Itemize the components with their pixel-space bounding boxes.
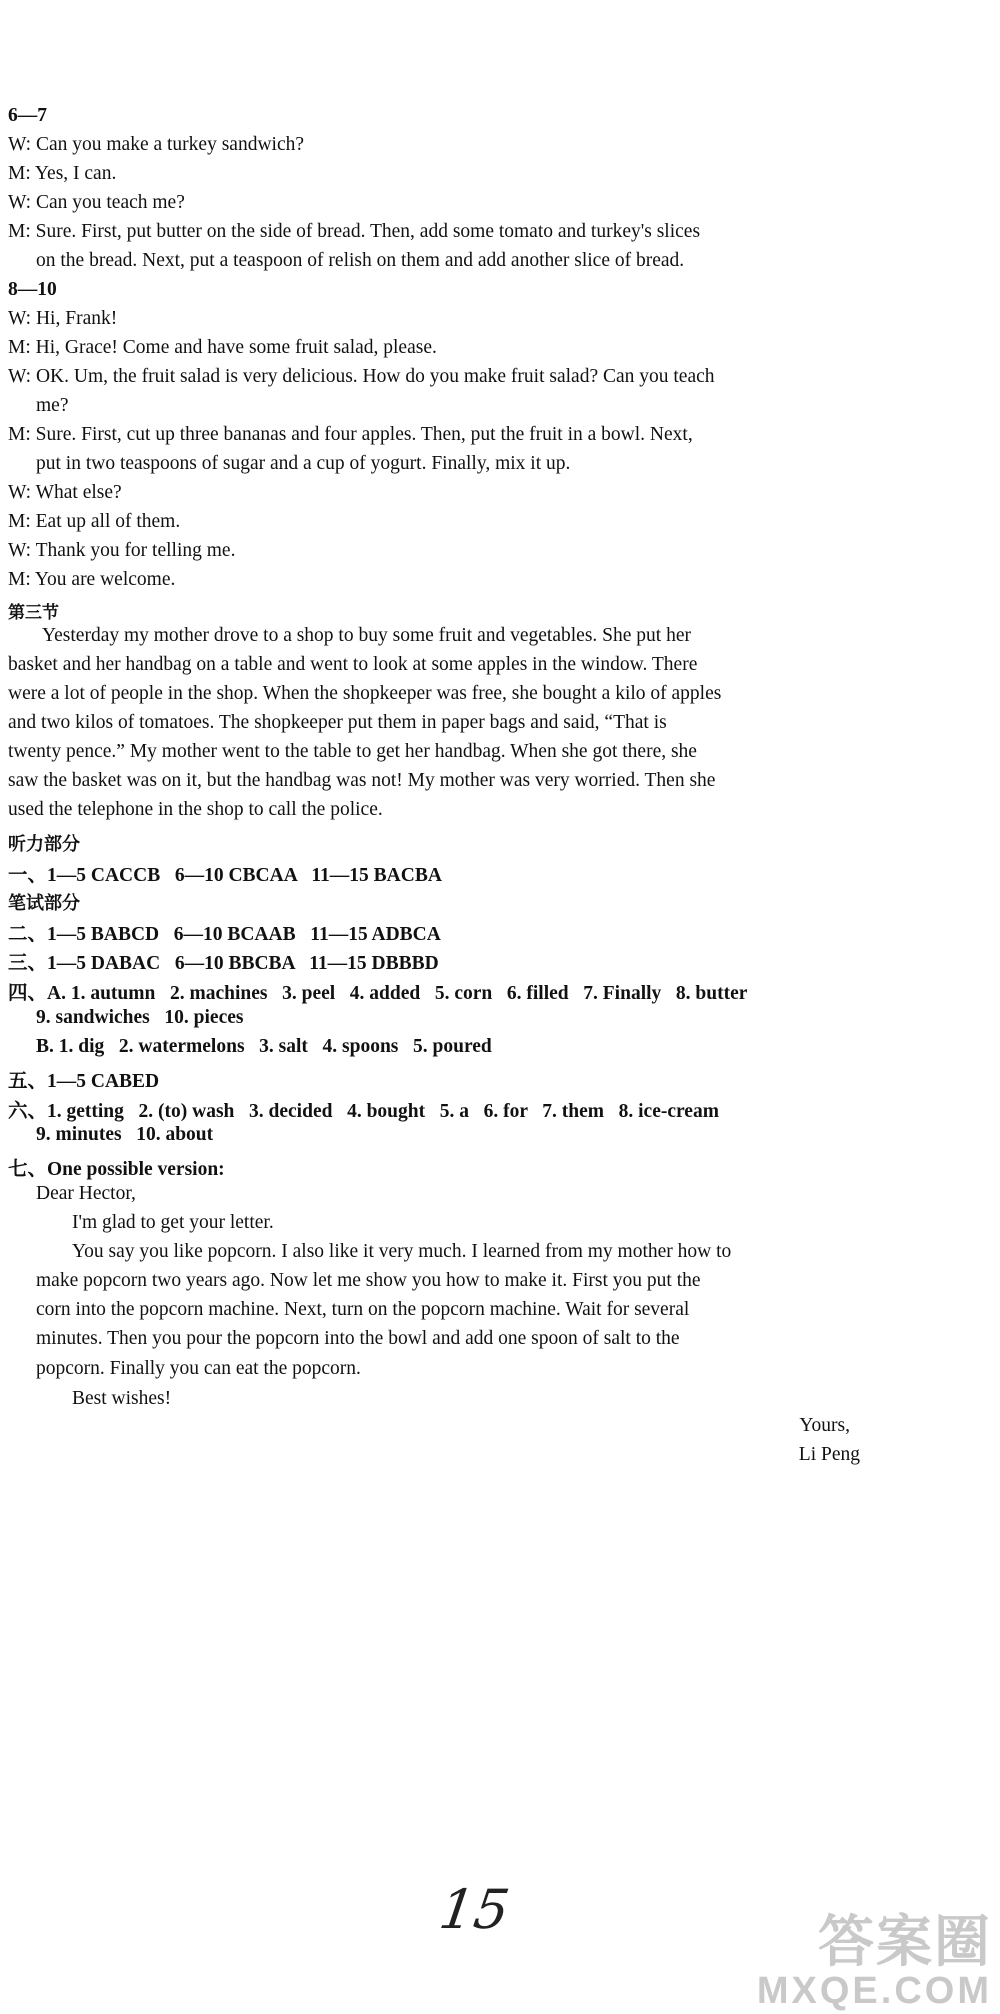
letter-signature: Li Peng [798,1444,860,1465]
dialogue-line: M: Sure. First, cut up three bananas and four apples. Then, put the fruit in a bowl. Next, [8,424,693,445]
dialogue-line: put in two teaspoons of sugar and a cup of yogurt. Finally, mix it up. [36,453,571,474]
answer-line: B. 1. dig 2. watermelons 3. salt 4. spoons 5. poured [36,1036,492,1057]
watermark-logo-text: 答案圈 [818,1910,992,1974]
dialogue-line: M: Yes, I can. [8,163,117,184]
passage-line: used the telephone in the shop to call the police. [8,799,383,820]
letter-line: popcorn. Finally you can eat the popcorn. [36,1358,361,1379]
dialogue-line: M: Hi, Grace! Come and have some fruit salad, please. [8,337,437,358]
written-heading: 笔试部分 [8,893,80,914]
dialogue-line: on the bread. Next, put a teaspoon of relish on them and add another slice of bread. [36,250,685,271]
passage-line: saw the basket was on it, but the handbag was not! My mother was very worried. Then she [8,770,716,791]
passage-line: twenty pence.” My mother went to the table to get her handbag. When she got there, she [8,741,697,762]
page-number: 15 [435,1878,514,1941]
passage-line: and two kilos of tomatoes. The shopkeeper put them in paper bags and said, “That is [8,712,667,733]
passage-line: Yesterday my mother drove to a shop to buy some fruit and vegetables. She put her [42,625,691,646]
letter-signoff: Yours, [799,1415,850,1436]
section-label-6-7: 6—7 [8,105,47,126]
letter-line: minutes. Then you pour the popcorn into the bowl and add one spoon of salt to the [36,1328,680,1349]
answer-line: 二、1—5 BABCD 6—10 BCAAB 11—15 ADBCA [8,924,441,945]
dialogue-line: W: Can you teach me? [8,192,185,213]
dialogue-line: W: Hi, Frank! [8,308,118,329]
passage-line: basket and her handbag on a table and went to look at some apples in the window. There [8,654,698,675]
answer-line: 三、1—5 DABAC 6—10 BBCBA 11—15 DBBBD [8,953,439,974]
dialogue-line: W: Can you make a turkey sandwich? [8,134,305,155]
dialogue-line: W: Thank you for telling me. [8,540,236,561]
letter-greeting: Dear Hector, [36,1183,136,1204]
passage-line: were a lot of people in the shop. When the shopkeeper was free, she bought a kilo of apples [8,683,722,704]
letter-line: I'm glad to get your letter. [72,1212,274,1233]
section-label-8-10: 8—10 [8,279,57,300]
dialogue-line: M: Sure. First, put butter on the side of bread. Then, add some tomato and turkey's slices [8,221,701,242]
dialogue-line: me? [36,395,69,416]
passage-heading: 第三节 [8,603,59,623]
answer-line: 9. minutes 10. about [36,1124,214,1145]
dialogue-line: W: What else? [8,482,122,503]
letter-line: make popcorn two years ago. Now let me show you how to make it. First you put the [36,1270,701,1291]
answer-line: 四、A. 1. autumn 2. machines 3. peel 4. added 5. corn 6. filled 7. Finally 8. butter [8,983,748,1004]
answer-line: 9. sandwiches 10. pieces [36,1007,244,1028]
dialogue-line: M: Eat up all of them. [8,511,181,532]
watermark [756,1910,992,2013]
letter-closing: Best wishes! [72,1388,172,1409]
dialogue-line: W: OK. Um, the fruit salad is very delicious. How do you make fruit salad? Can you teach [8,366,715,387]
watermark-url: MXQE.COM [756,1970,992,2013]
letter-line: corn into the popcorn machine. Next, turn on the popcorn machine. Wait for several [36,1299,690,1320]
dialogue-line: M: You are welcome. [8,569,176,590]
listening-heading: 听力部分 [8,834,80,855]
answer-line: 六、1. getting 2. (to) wash 3. decided 4. bought 5. a 6. for 7. them 8. ice-cream [8,1101,719,1122]
answer-line: 五、1—5 CABED [8,1071,160,1092]
answer-line: 七、One possible version: [8,1159,225,1180]
letter-line: You say you like popcorn. I also like it very much. I learned from my mother how to [72,1241,732,1262]
answer-line: 一、1—5 CACCB 6—10 CBCAA 11—15 BACBA [8,865,442,886]
